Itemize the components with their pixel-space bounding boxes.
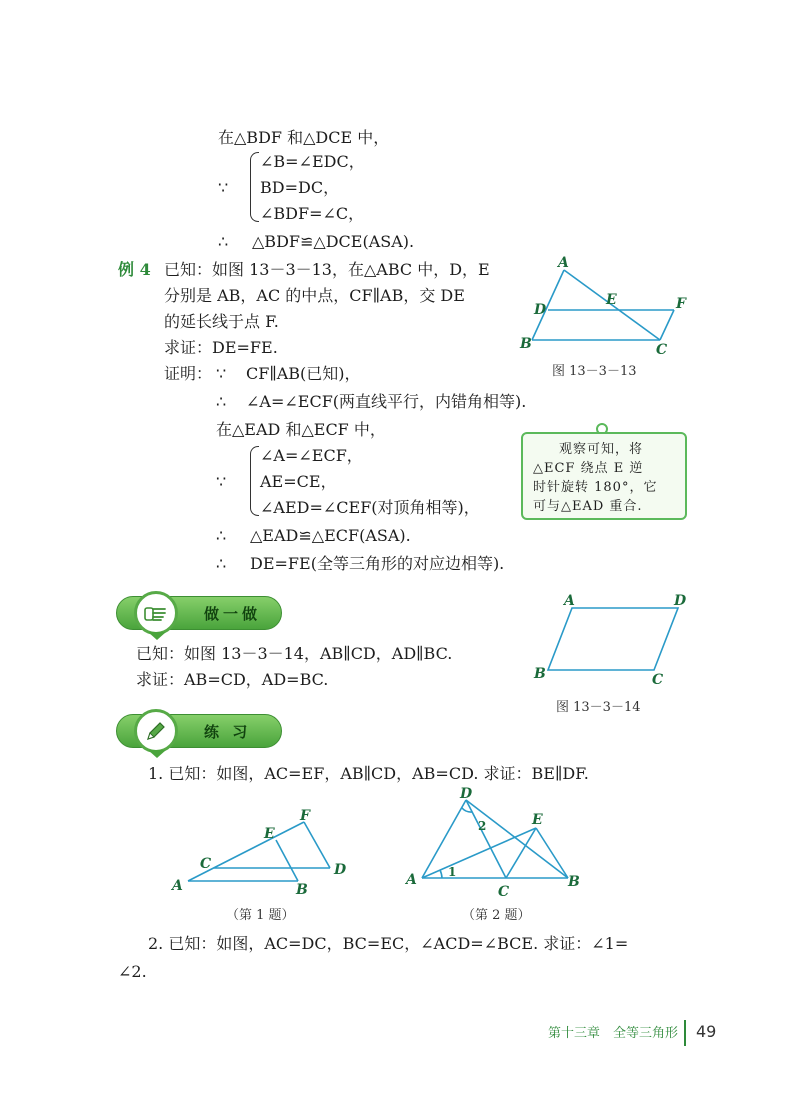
- segment-ae: [422, 828, 536, 878]
- banner-tab: [148, 750, 166, 758]
- question-2-line-2: ∠2.: [118, 962, 147, 981]
- label-a: A: [558, 255, 569, 271]
- label-c: C: [652, 672, 664, 688]
- brace: [250, 152, 259, 222]
- because-symbol: ∵: [218, 178, 229, 197]
- angle-1-arc: [440, 870, 442, 878]
- label-c: C: [200, 856, 212, 872]
- proof1-conclusion: △BDF≌△DCE(ASA).: [252, 232, 415, 251]
- condition-3: ∠AED=∠CEF(对顶角相等)，: [260, 498, 480, 517]
- label-a: A: [172, 878, 183, 894]
- activity-banner-label: 做一做: [204, 605, 262, 623]
- example-prove: 求证：DE=FE.: [164, 338, 278, 357]
- note-line-4: 可与△EAD 重合.: [533, 499, 643, 514]
- activity-prove: 求证：AB=CD，AD=BC.: [136, 670, 329, 689]
- condition-2: AE=CE，: [260, 472, 337, 491]
- because-symbol: ∵: [216, 472, 227, 491]
- example-given-line1: 已知：如图 13－3－13，在△ABC 中，D，E: [164, 260, 490, 279]
- label-f: F: [676, 296, 686, 312]
- segment-db: [466, 800, 568, 878]
- footer-divider: [684, 1020, 686, 1046]
- example-label: 例 4: [118, 260, 151, 279]
- figure-question-2: [402, 784, 592, 902]
- label-a: A: [406, 872, 417, 888]
- label-b: B: [568, 874, 580, 890]
- proof-step-2: ∠A=∠ECF(两直线平行，内错角相等).: [246, 392, 527, 411]
- label-c: C: [656, 342, 668, 358]
- segment-ec: [506, 828, 536, 878]
- note-line-2: △ECF 绕点 E 逆: [533, 461, 644, 476]
- label-b: B: [534, 666, 546, 682]
- activity-given: 已知：如图 13－3－14，AB∥CD，AD∥BC.: [136, 644, 453, 663]
- segment-af: [188, 822, 304, 881]
- brace: [250, 446, 259, 516]
- practice-banner-label: 练 习: [204, 723, 252, 741]
- label-d: D: [460, 786, 473, 802]
- segment-eb: [536, 828, 568, 878]
- figure-caption: （第 1 题）: [226, 908, 295, 923]
- label-e: E: [532, 812, 543, 828]
- example-given-line3: 的延长线于点 F.: [164, 312, 279, 331]
- condition-1: ∠B=∠EDC，: [260, 152, 365, 171]
- therefore-symbol: ∴: [218, 232, 229, 251]
- segment-eb: [276, 840, 298, 881]
- condition-3: ∠BDF=∠C，: [260, 204, 365, 223]
- because-symbol: ∵: [216, 364, 227, 383]
- label-a: A: [564, 593, 575, 609]
- segment-cf: [660, 310, 674, 340]
- segment-ad: [422, 800, 466, 878]
- note-line-3: 时针旋转 180°，它: [533, 480, 658, 495]
- side-note: [521, 432, 687, 520]
- chapter-title: 第十三章 全等三角形: [548, 1026, 679, 1041]
- therefore-symbol: ∴: [216, 392, 227, 411]
- example-given-line2: 分别是 AB，AC 的中点，CF∥AB，交 DE: [164, 286, 465, 305]
- label-e: E: [606, 292, 617, 308]
- proof-step-1: CF∥AB(已知)，: [246, 364, 361, 383]
- proof-step-3: 在△EAD 和△ECF 中，: [216, 420, 386, 439]
- proof-label: 证明：: [164, 364, 213, 383]
- proof-step-5: DE=FE(全等三角形的对应边相等).: [250, 554, 505, 573]
- angle-2-label: 2: [478, 819, 487, 833]
- figure-13-3-13: [512, 252, 692, 362]
- label-d: D: [534, 302, 547, 318]
- pencil-icon: [134, 709, 178, 753]
- question-2-line-1: 2. 已知：如图，AC=DC，BC=EC，∠ACD=∠BCE. 求证：∠1=: [148, 934, 629, 953]
- segment-fd: [304, 822, 330, 868]
- therefore-symbol: ∴: [216, 554, 227, 573]
- figure-caption: （第 2 题）: [462, 908, 531, 923]
- figure-caption: 图 13－3－14: [556, 700, 641, 715]
- hand-icon: [134, 591, 178, 635]
- condition-1: ∠A=∠ECF，: [260, 446, 363, 465]
- question-1: 1. 已知：如图，AC=EF，AB∥CD，AB=CD. 求证：BE∥DF.: [148, 764, 589, 783]
- segment-dc: [466, 800, 506, 878]
- label-b: B: [520, 336, 532, 352]
- figure-question-1: [166, 808, 356, 898]
- parallelogram-abcd: [548, 608, 678, 670]
- therefore-symbol: ∴: [216, 526, 227, 545]
- proof-step-4: △EAD≌△ECF(ASA).: [250, 526, 411, 545]
- page-number: 49: [696, 1022, 717, 1041]
- label-d: D: [334, 862, 347, 878]
- figure-13-3-14: [528, 590, 698, 690]
- note-line-1: 观察可知，将: [559, 442, 644, 457]
- label-f: F: [300, 808, 310, 824]
- label-b: B: [296, 882, 308, 898]
- angle-1-label: 1: [448, 865, 457, 879]
- proof1-intro: 在△BDF 和△DCE 中，: [218, 128, 390, 147]
- label-d: D: [674, 593, 687, 609]
- figure-caption: 图 13－3－13: [552, 364, 637, 379]
- banner-tab: [148, 632, 166, 640]
- label-e: E: [264, 826, 275, 842]
- label-c: C: [498, 884, 510, 900]
- condition-2: BD=DC，: [260, 178, 340, 197]
